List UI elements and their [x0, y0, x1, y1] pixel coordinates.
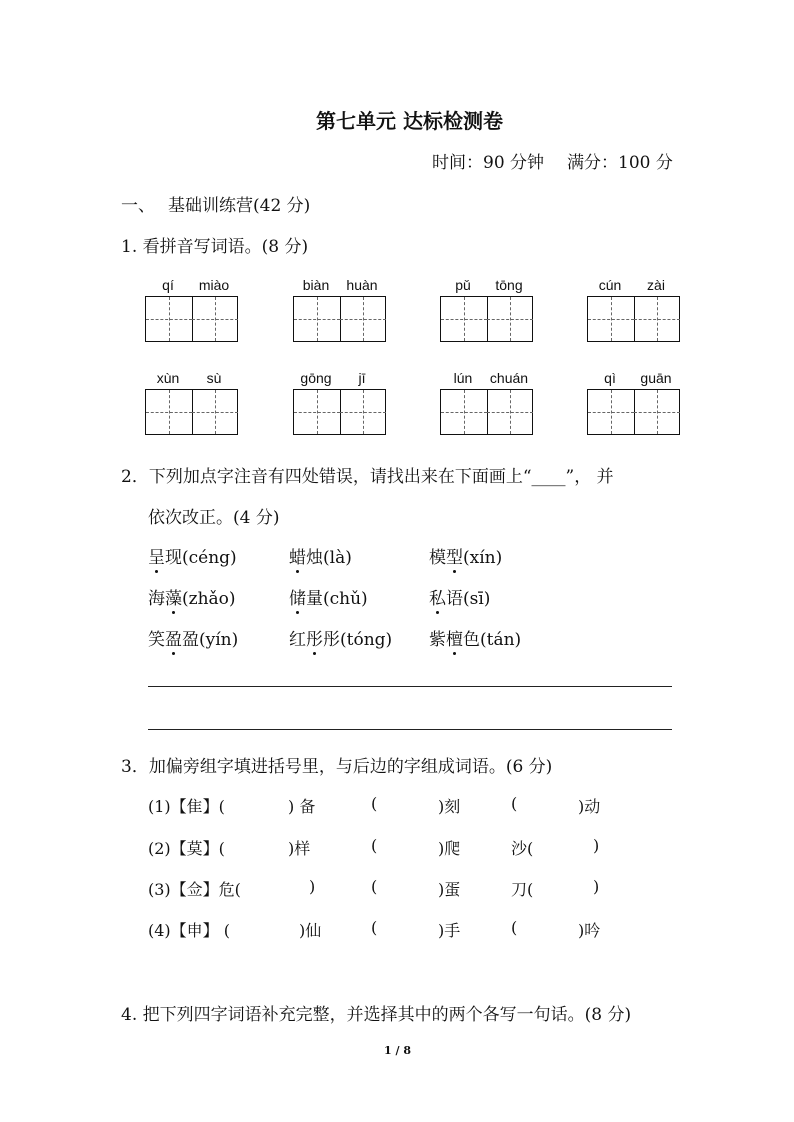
question-1-text: 1. 看拼音写词语。(8 分)	[121, 237, 309, 257]
word-item	[289, 625, 392, 650]
blank-close[interactable]: )	[593, 877, 600, 896]
writing-cell[interactable]	[294, 390, 341, 434]
word-part: 烛(là)	[306, 548, 352, 568]
blank-close[interactable]: )吟	[578, 921, 601, 940]
word-item	[429, 625, 521, 650]
pinyin-label: biàn	[302, 277, 330, 293]
blank-open[interactable]: (	[511, 918, 518, 937]
word-part: 色(tán)	[463, 630, 522, 650]
blank-open[interactable]: 沙(	[511, 839, 534, 858]
pinyin-label: qí	[162, 277, 174, 293]
writing-box[interactable]	[587, 389, 680, 435]
blank-open[interactable]: (4)【申】 (	[148, 921, 230, 940]
pinyin-label: chuán	[489, 370, 529, 386]
dotted-char: 盈	[165, 625, 182, 650]
writing-cell[interactable]	[192, 390, 238, 434]
writing-cell[interactable]	[294, 297, 341, 341]
pinyin-label: cún	[598, 277, 622, 293]
question-4-text: 4. 把下列四字词语补充完整，并选择其中的两个各写一句话。(8 分)	[121, 1005, 632, 1025]
exam-time: 时间：90 分钟	[432, 153, 545, 173]
word-item	[289, 543, 352, 568]
word-item	[148, 625, 238, 650]
writing-box[interactable]	[587, 296, 680, 342]
blank-open[interactable]: (	[511, 794, 518, 813]
writing-cell[interactable]	[487, 390, 533, 434]
writing-box[interactable]	[440, 296, 533, 342]
question-3-text: 3．加偏旁组字填进括号里，与后边的字组成词语。(6 分)	[121, 757, 553, 777]
word-part: 盈(yín)	[182, 630, 239, 650]
blank-open[interactable]: (	[371, 918, 378, 937]
pinyin-label: guān	[640, 370, 672, 386]
dotted-char: 藻	[165, 584, 182, 609]
word-part: 海	[148, 589, 165, 609]
writing-cell[interactable]	[634, 390, 680, 434]
word-item	[148, 584, 236, 609]
writing-box[interactable]	[293, 389, 386, 435]
writing-cell[interactable]	[588, 390, 635, 434]
word-part: 现(céng)	[165, 548, 237, 568]
writing-cell[interactable]	[588, 297, 635, 341]
pinyin-label: tōng	[495, 277, 523, 293]
writing-cell[interactable]	[487, 297, 533, 341]
blank-close[interactable]: )仙	[299, 921, 322, 940]
blank-open[interactable]: (	[371, 836, 378, 855]
word-part: 模	[429, 548, 446, 568]
writing-cell[interactable]	[441, 390, 488, 434]
dotted-char: 私	[429, 584, 446, 609]
pinyin-label: zài	[647, 277, 665, 293]
writing-box[interactable]	[145, 296, 238, 342]
word-part: 紫	[429, 630, 446, 650]
writing-cell[interactable]	[146, 390, 193, 434]
dotted-char: 呈	[148, 543, 165, 568]
writing-box[interactable]	[440, 389, 533, 435]
word-part: 笑	[148, 630, 165, 650]
dotted-char: 储	[289, 584, 306, 609]
word-part: (xín)	[463, 548, 503, 568]
word-part: 彤(tóng)	[323, 630, 393, 650]
blank-open[interactable]: (3)【佥】危(	[148, 880, 241, 899]
pinyin-label: jī	[358, 370, 366, 386]
pinyin-label: miào	[198, 277, 230, 293]
blank-close[interactable]: )刻	[438, 797, 461, 816]
dotted-char: 檀	[446, 625, 463, 650]
dotted-char: 型	[446, 543, 463, 568]
writing-cell[interactable]	[192, 297, 238, 341]
blank-open[interactable]: (	[371, 794, 378, 813]
writing-box[interactable]	[293, 296, 386, 342]
word-part: 语(sī)	[446, 589, 491, 609]
writing-cell[interactable]	[340, 390, 386, 434]
pinyin-label: huàn	[346, 277, 378, 293]
section-title: 基础训练营(42 分)	[168, 196, 311, 216]
blank-open[interactable]: (1)【隹】(	[148, 797, 225, 816]
writing-cell[interactable]	[146, 297, 193, 341]
answer-line[interactable]	[148, 686, 672, 687]
pinyin-label: sù	[206, 370, 222, 386]
blank-close[interactable]: ) 备	[288, 797, 316, 816]
writing-cell[interactable]	[634, 297, 680, 341]
question-2-line-1: 2．下列加点字注音有四处错误，请找出来在下面画上“____”， 并	[121, 467, 614, 487]
blank-open[interactable]: 刀(	[511, 880, 534, 899]
pinyin-label: qì	[604, 370, 616, 386]
word-item	[289, 584, 368, 609]
blank-open[interactable]: (	[371, 877, 378, 896]
word-item	[148, 543, 237, 568]
pinyin-label: xùn	[156, 370, 180, 386]
blank-close[interactable]: )手	[438, 921, 461, 940]
pinyin-label: lún	[453, 370, 473, 386]
pinyin-label: gōng	[300, 370, 332, 386]
blank-close[interactable]: )	[593, 836, 600, 855]
blank-close[interactable]: )蛋	[438, 880, 461, 899]
writing-cell[interactable]	[340, 297, 386, 341]
blank-close[interactable]: )样	[288, 839, 311, 858]
section-number: 一、	[121, 196, 155, 216]
word-item	[429, 543, 502, 568]
exam-full-score: 满分：100 分	[567, 153, 673, 173]
writing-box[interactable]	[145, 389, 238, 435]
dotted-char: 彤	[306, 625, 323, 650]
pinyin-label: pǔ	[455, 277, 471, 293]
blank-close[interactable]: )爬	[438, 839, 461, 858]
answer-line[interactable]	[148, 729, 672, 730]
word-part: (zhǎo)	[182, 589, 236, 609]
blank-open[interactable]: (2)【莫】(	[148, 839, 225, 858]
dotted-char: 蜡	[289, 543, 306, 568]
page-title: 第七单元 达标检测卷	[316, 109, 503, 133]
blank-close[interactable]: )动	[578, 797, 601, 816]
page-number: 1 / 8	[384, 1044, 411, 1057]
question-2-line-2: 依次改正。(4 分)	[148, 508, 280, 528]
word-item	[429, 584, 490, 609]
blank-close[interactable]: )	[309, 877, 316, 896]
writing-cell[interactable]	[441, 297, 488, 341]
word-part: 量(chǔ)	[306, 589, 368, 609]
word-part: 红	[289, 630, 306, 650]
